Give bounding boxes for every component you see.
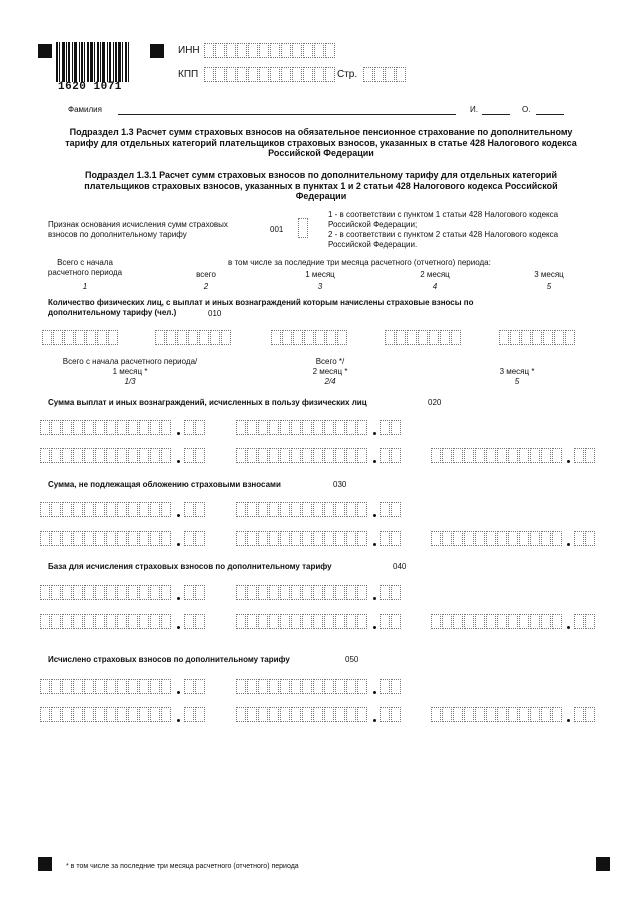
row-050-col4-kopecks[interactable]: [380, 707, 402, 722]
row-030-label: Сумма, не подлежащая обложению страховыми взносами: [48, 480, 281, 489]
row-040-col3-kopecks[interactable]: [184, 614, 206, 629]
row-010-code: 010: [208, 309, 222, 318]
row-030-col3-field[interactable]: [40, 531, 172, 546]
decimal-point: [567, 626, 570, 629]
decimal-point: [373, 691, 376, 694]
row-050-col4-field[interactable]: [236, 707, 368, 722]
row-040-col1-kopecks[interactable]: [184, 585, 206, 600]
row-030-col2-kopecks[interactable]: [380, 502, 402, 517]
row-020-col2-field[interactable]: [236, 420, 368, 435]
row-040-col1-field[interactable]: [40, 585, 172, 600]
row-030-col1-field[interactable]: [40, 502, 172, 517]
row-020-col1-kopecks[interactable]: [184, 420, 206, 435]
decimal-point: [177, 432, 180, 435]
col2-number: 2: [203, 282, 209, 291]
kpp-label: КПП: [178, 69, 199, 80]
row-020-col4-field[interactable]: [236, 448, 368, 463]
basis-option-2: 2 - в соответствии с пунктом 2 статьи 428 Налогового кодекса Российской Федерации.: [328, 230, 559, 249]
row-030-col5-kopecks[interactable]: [574, 531, 596, 546]
decimal-point: [177, 626, 180, 629]
row-010-col4-field[interactable]: [385, 330, 462, 345]
kpp-field[interactable]: [204, 67, 336, 82]
row-010-col5-field[interactable]: [499, 330, 576, 345]
col-c-number: 5: [514, 377, 520, 386]
subsection-1-3-title: Подраздел 1.3 Расчет сумм страховых взносов на обязательное пенсионное страхование по дополнительному тарифу для отдельных категорий плательщиков страховых взносов, указанных в статье 428 Налогового кодекса Российской Федерации: [65, 127, 577, 158]
first-initial-label: И.: [470, 105, 478, 114]
row-020-label: Сумма выплат и иных вознаграждений, исчисленных в пользу физических лиц: [48, 398, 367, 407]
row-040-col4-field[interactable]: [236, 614, 368, 629]
row-040-col2-field[interactable]: [236, 585, 368, 600]
row-020-col5-kopecks[interactable]: [574, 448, 596, 463]
col5-number: 5: [546, 282, 552, 291]
barcode-image: [56, 42, 142, 82]
col-b-subheader: 2 месяц *: [312, 367, 348, 376]
row-050-col3-field[interactable]: [40, 707, 172, 722]
col-a-header: Всего с начала расчетного периода/: [62, 357, 198, 366]
inn-field[interactable]: [204, 43, 336, 58]
row-050-col3-kopecks[interactable]: [184, 707, 206, 722]
row-010-col2-field[interactable]: [155, 330, 232, 345]
row-030-col5-field[interactable]: [431, 531, 563, 546]
surname-field[interactable]: [118, 114, 456, 115]
page-label: Стр.: [337, 69, 358, 80]
row-010-col3-field[interactable]: [271, 330, 348, 345]
subsection-1-3-1-title: Подраздел 1.3.1 Расчет сумм страховых взносов по дополнительному тарифу для отдельных категорий плательщиков страховых взносов, указанных в пунктах 1 и 2 статьи 428 Налогового кодекса Российской Федерации: [84, 170, 558, 201]
row-040-col3-field[interactable]: [40, 614, 172, 629]
decimal-point: [567, 543, 570, 546]
surname-label: Фамилия: [68, 105, 102, 114]
first-initial-field[interactable]: [482, 114, 510, 115]
corner-marker-bottom-left: [38, 857, 52, 871]
patronymic-initial-field[interactable]: [536, 114, 564, 115]
decimal-point: [373, 543, 376, 546]
inn-label: ИНН: [178, 45, 200, 56]
barcode-number: 1620 1071: [58, 81, 122, 93]
row-050-col2-kopecks[interactable]: [380, 679, 402, 694]
decimal-point: [567, 460, 570, 463]
decimal-point: [177, 597, 180, 600]
row-020-col4-kopecks[interactable]: [380, 448, 402, 463]
row-050-col5-field[interactable]: [431, 707, 563, 722]
row-050-label: Исчислено страховых взносов по дополнительному тарифу: [48, 655, 290, 664]
row-040-col4-kopecks[interactable]: [380, 614, 402, 629]
row-030-col4-kopecks[interactable]: [380, 531, 402, 546]
basis-code: 001: [270, 225, 284, 234]
row-020-col3-kopecks[interactable]: [184, 448, 206, 463]
decimal-point: [177, 543, 180, 546]
row-020-col1-field[interactable]: [40, 420, 172, 435]
col3-header: 1 месяц: [305, 270, 335, 279]
col4-header: 2 месяц: [420, 270, 450, 279]
col3-number: 3: [317, 282, 323, 291]
footnote: * в том числе за последние три месяца расчетного (отчетного) периода: [66, 863, 299, 870]
col2-header: всего: [196, 270, 216, 279]
basis-field[interactable]: [298, 218, 309, 238]
col1-number: 1: [82, 282, 88, 291]
row-040-col2-kopecks[interactable]: [380, 585, 402, 600]
decimal-point: [373, 432, 376, 435]
col5-header: 3 месяц: [534, 270, 564, 279]
row-020-code: 020: [428, 398, 442, 407]
basis-label: Признак основания исчисления сумм страховых взносов по дополнительному тарифу: [48, 220, 228, 239]
col4-number: 4: [432, 282, 438, 291]
row-020-col5-field[interactable]: [431, 448, 563, 463]
corner-marker-top-right: [150, 44, 164, 58]
row-030-col1-kopecks[interactable]: [184, 502, 206, 517]
period-group-header: в том числе за последние три месяца расчетного (отчетного) периода:: [228, 258, 491, 267]
corner-marker-top-left: [38, 44, 52, 58]
col-b-number: 2/4: [324, 377, 336, 386]
row-030-code: 030: [333, 480, 347, 489]
row-020-col2-kopecks[interactable]: [380, 420, 402, 435]
row-050-code: 050: [345, 655, 359, 664]
row-050-col5-kopecks[interactable]: [574, 707, 596, 722]
row-010-label: Количество физических лиц, с выплат и иных вознаграждений которым начислены страховые взносы по дополнительному тарифу (чел.): [48, 298, 474, 317]
row-040-code: 040: [393, 562, 407, 571]
decimal-point: [177, 719, 180, 722]
col-a-subheader: 1 месяц *: [112, 367, 148, 376]
row-030-col2-field[interactable]: [236, 502, 368, 517]
decimal-point: [373, 460, 376, 463]
patronymic-initial-label: О.: [522, 105, 531, 114]
decimal-point: [177, 514, 180, 517]
row-050-col2-field[interactable]: [236, 679, 368, 694]
decimal-point: [567, 719, 570, 722]
decimal-point: [177, 691, 180, 694]
row-050-col1-field[interactable]: [40, 679, 172, 694]
row-040-col5-kopecks[interactable]: [574, 614, 596, 629]
decimal-point: [373, 514, 376, 517]
row-020-col3-field[interactable]: [40, 448, 172, 463]
col1-header: Всего с начала расчетного периода: [47, 258, 123, 277]
col-c-subheader: 3 месяц *: [499, 367, 535, 376]
row-030-col4-field[interactable]: [236, 531, 368, 546]
decimal-point: [177, 460, 180, 463]
corner-marker-bottom-right: [596, 857, 610, 871]
basis-option-1: 1 - в соответствии с пунктом 1 статьи 428 Налогового кодекса Российской Федерации;: [328, 210, 559, 229]
decimal-point: [373, 719, 376, 722]
decimal-point: [373, 626, 376, 629]
decimal-point: [373, 597, 376, 600]
row-050-col1-kopecks[interactable]: [184, 679, 206, 694]
row-010-col1-field[interactable]: [42, 330, 119, 345]
row-040-label: База для исчисления страховых взносов по дополнительному тарифу: [48, 562, 332, 571]
page-number-field[interactable]: [363, 67, 407, 82]
row-040-col5-field[interactable]: [431, 614, 563, 629]
col-a-number: 1/3: [124, 377, 136, 386]
col-b-header: Всего */: [315, 357, 345, 366]
row-030-col3-kopecks[interactable]: [184, 531, 206, 546]
